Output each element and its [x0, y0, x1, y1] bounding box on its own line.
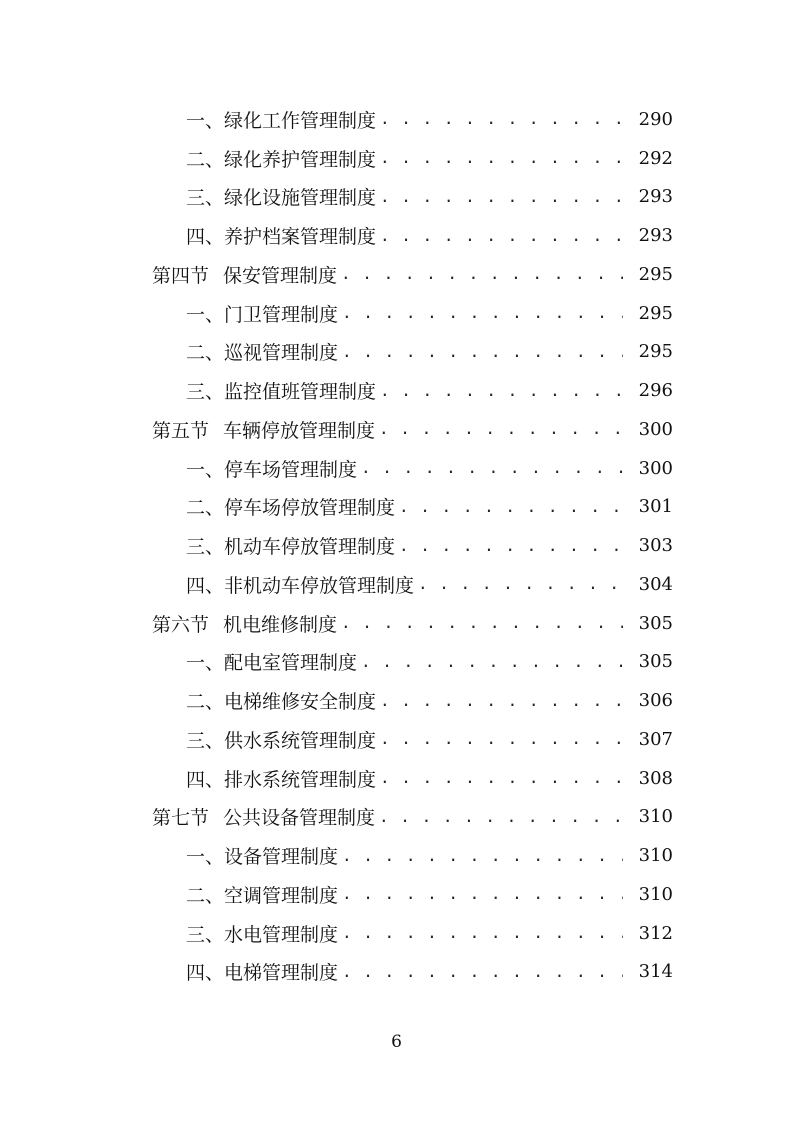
toc-section-number: 第五节: [152, 419, 210, 442]
dot-leader: [342, 961, 623, 983]
toc-page-number: 295: [638, 341, 673, 363]
dot-leader: [341, 263, 623, 285]
toc-section-number: 第七节: [152, 807, 210, 830]
toc-entry-title: 三、供水系统管理制度: [186, 729, 377, 752]
toc-entry-title: 四、电梯管理制度: [186, 962, 339, 985]
dot-leader: [380, 108, 623, 130]
toc-entry-title: 一、停车场管理制度: [186, 458, 358, 481]
dot-leader: [379, 806, 623, 828]
toc-subsection-entry[interactable]: [0, 836, 793, 875]
toc-entry-title: 三、机动车停放管理制度: [186, 536, 396, 559]
toc-page-number: 293: [638, 186, 673, 208]
toc-page-number: 300: [638, 418, 673, 440]
toc-subsection-entry[interactable]: [0, 216, 793, 255]
toc-entry-title: 三、监控值班管理制度: [186, 381, 377, 404]
toc-page-number: 304: [638, 573, 673, 595]
dot-leader: [380, 728, 623, 750]
dot-leader: [379, 418, 623, 440]
toc-section-entry[interactable]: [0, 410, 793, 449]
toc-entry-title: 一、配电室管理制度: [186, 652, 358, 675]
toc-page-number: 305: [638, 651, 673, 673]
toc-page-number: 307: [638, 728, 673, 750]
toc-page-number: 308: [638, 767, 673, 789]
toc-section-entry[interactable]: [0, 604, 793, 643]
toc-entry-title: 二、绿化养护管理制度: [186, 148, 377, 171]
toc-page-number: 310: [638, 883, 673, 905]
toc-entry-title: 四、养护档案管理制度: [186, 226, 377, 249]
dot-leader: [342, 883, 623, 905]
toc-entry-title: 二、巡视管理制度: [186, 342, 339, 365]
dot-leader: [342, 302, 623, 324]
toc-subsection-entry[interactable]: [0, 875, 793, 914]
toc-section-title: 保安管理制度: [223, 264, 338, 287]
toc-section-title: 公共设备管理制度: [223, 807, 376, 830]
toc-subsection-entry[interactable]: [0, 488, 793, 527]
toc-page-number: 303: [638, 535, 673, 557]
toc-subsection-entry[interactable]: [0, 333, 793, 372]
toc-subsection-entry[interactable]: [0, 565, 793, 604]
dot-leader: [342, 845, 623, 867]
toc-entry-title: [152, 803, 375, 830]
dot-leader: [380, 147, 623, 169]
toc-subsection-entry[interactable]: [0, 449, 793, 488]
toc-page-number: 314: [638, 961, 673, 983]
toc-entry-title: 三、绿化设施管理制度: [186, 187, 377, 210]
toc-page-number: 310: [638, 806, 673, 828]
toc-page-number: 296: [638, 380, 673, 402]
dot-leader: [418, 573, 623, 595]
toc-section-title: 车辆停放管理制度: [223, 419, 376, 442]
toc-subsection-entry[interactable]: [0, 526, 793, 565]
toc-subsection-entry[interactable]: [0, 681, 793, 720]
toc-subsection-entry[interactable]: [0, 720, 793, 759]
toc-entry-title: 二、空调管理制度: [186, 884, 339, 907]
toc-page-number: 305: [638, 612, 673, 634]
toc-section-number: 第六节: [152, 613, 210, 636]
toc-page-number: 295: [638, 302, 673, 324]
toc-page-number: 300: [638, 457, 673, 479]
dot-leader: [380, 186, 623, 208]
toc-page-number: 301: [638, 496, 673, 518]
toc-section-number: 第四节: [152, 264, 210, 287]
toc-subsection-entry[interactable]: [0, 100, 793, 139]
toc-entry-title: [152, 416, 375, 443]
toc-page-number: 306: [638, 690, 673, 712]
toc-entry-title: 四、排水系统管理制度: [186, 768, 377, 791]
toc-entry-title: 一、绿化工作管理制度: [186, 109, 377, 132]
toc-entry-title: [152, 610, 337, 637]
toc-entry-title: 二、停车场停放管理制度: [186, 497, 396, 520]
toc-entry-title: 四、非机动车停放管理制度: [186, 574, 415, 597]
toc-entry-title: [152, 261, 337, 288]
toc-entry-title: 二、电梯维修安全制度: [186, 691, 377, 714]
toc-page-number: 312: [638, 922, 673, 944]
toc-subsection-entry[interactable]: [0, 294, 793, 333]
toc-page-number: 290: [638, 108, 673, 130]
dot-leader: [361, 457, 623, 479]
dot-leader: [342, 922, 623, 944]
dot-leader: [380, 380, 623, 402]
toc-page-number: 310: [638, 845, 673, 867]
table-of-contents: [0, 100, 793, 991]
toc-section-entry[interactable]: [0, 798, 793, 837]
toc-subsection-entry[interactable]: [0, 139, 793, 178]
toc-entry-title: 三、水电管理制度: [186, 923, 339, 946]
toc-section-title: 机电维修制度: [223, 613, 338, 636]
page-number-footer: 6: [391, 1032, 402, 1052]
toc-page-number: 292: [638, 147, 673, 169]
dot-leader: [380, 767, 623, 789]
toc-subsection-entry[interactable]: [0, 178, 793, 217]
toc-entry-title: 一、设备管理制度: [186, 846, 339, 869]
toc-subsection-entry[interactable]: [0, 759, 793, 798]
toc-subsection-entry[interactable]: [0, 914, 793, 953]
toc-subsection-entry[interactable]: [0, 643, 793, 682]
toc-subsection-entry[interactable]: [0, 371, 793, 410]
dot-leader: [380, 690, 623, 712]
dot-leader: [399, 496, 623, 518]
dot-leader: [380, 225, 623, 247]
toc-subsection-entry[interactable]: [0, 953, 793, 992]
dot-leader: [361, 651, 623, 673]
toc-page-number: 293: [638, 225, 673, 247]
dot-leader: [341, 612, 623, 634]
dot-leader: [342, 341, 623, 363]
toc-page-number: 295: [638, 263, 673, 285]
dot-leader: [399, 535, 623, 557]
toc-section-entry[interactable]: [0, 255, 793, 294]
toc-entry-title: 一、门卫管理制度: [186, 303, 339, 326]
